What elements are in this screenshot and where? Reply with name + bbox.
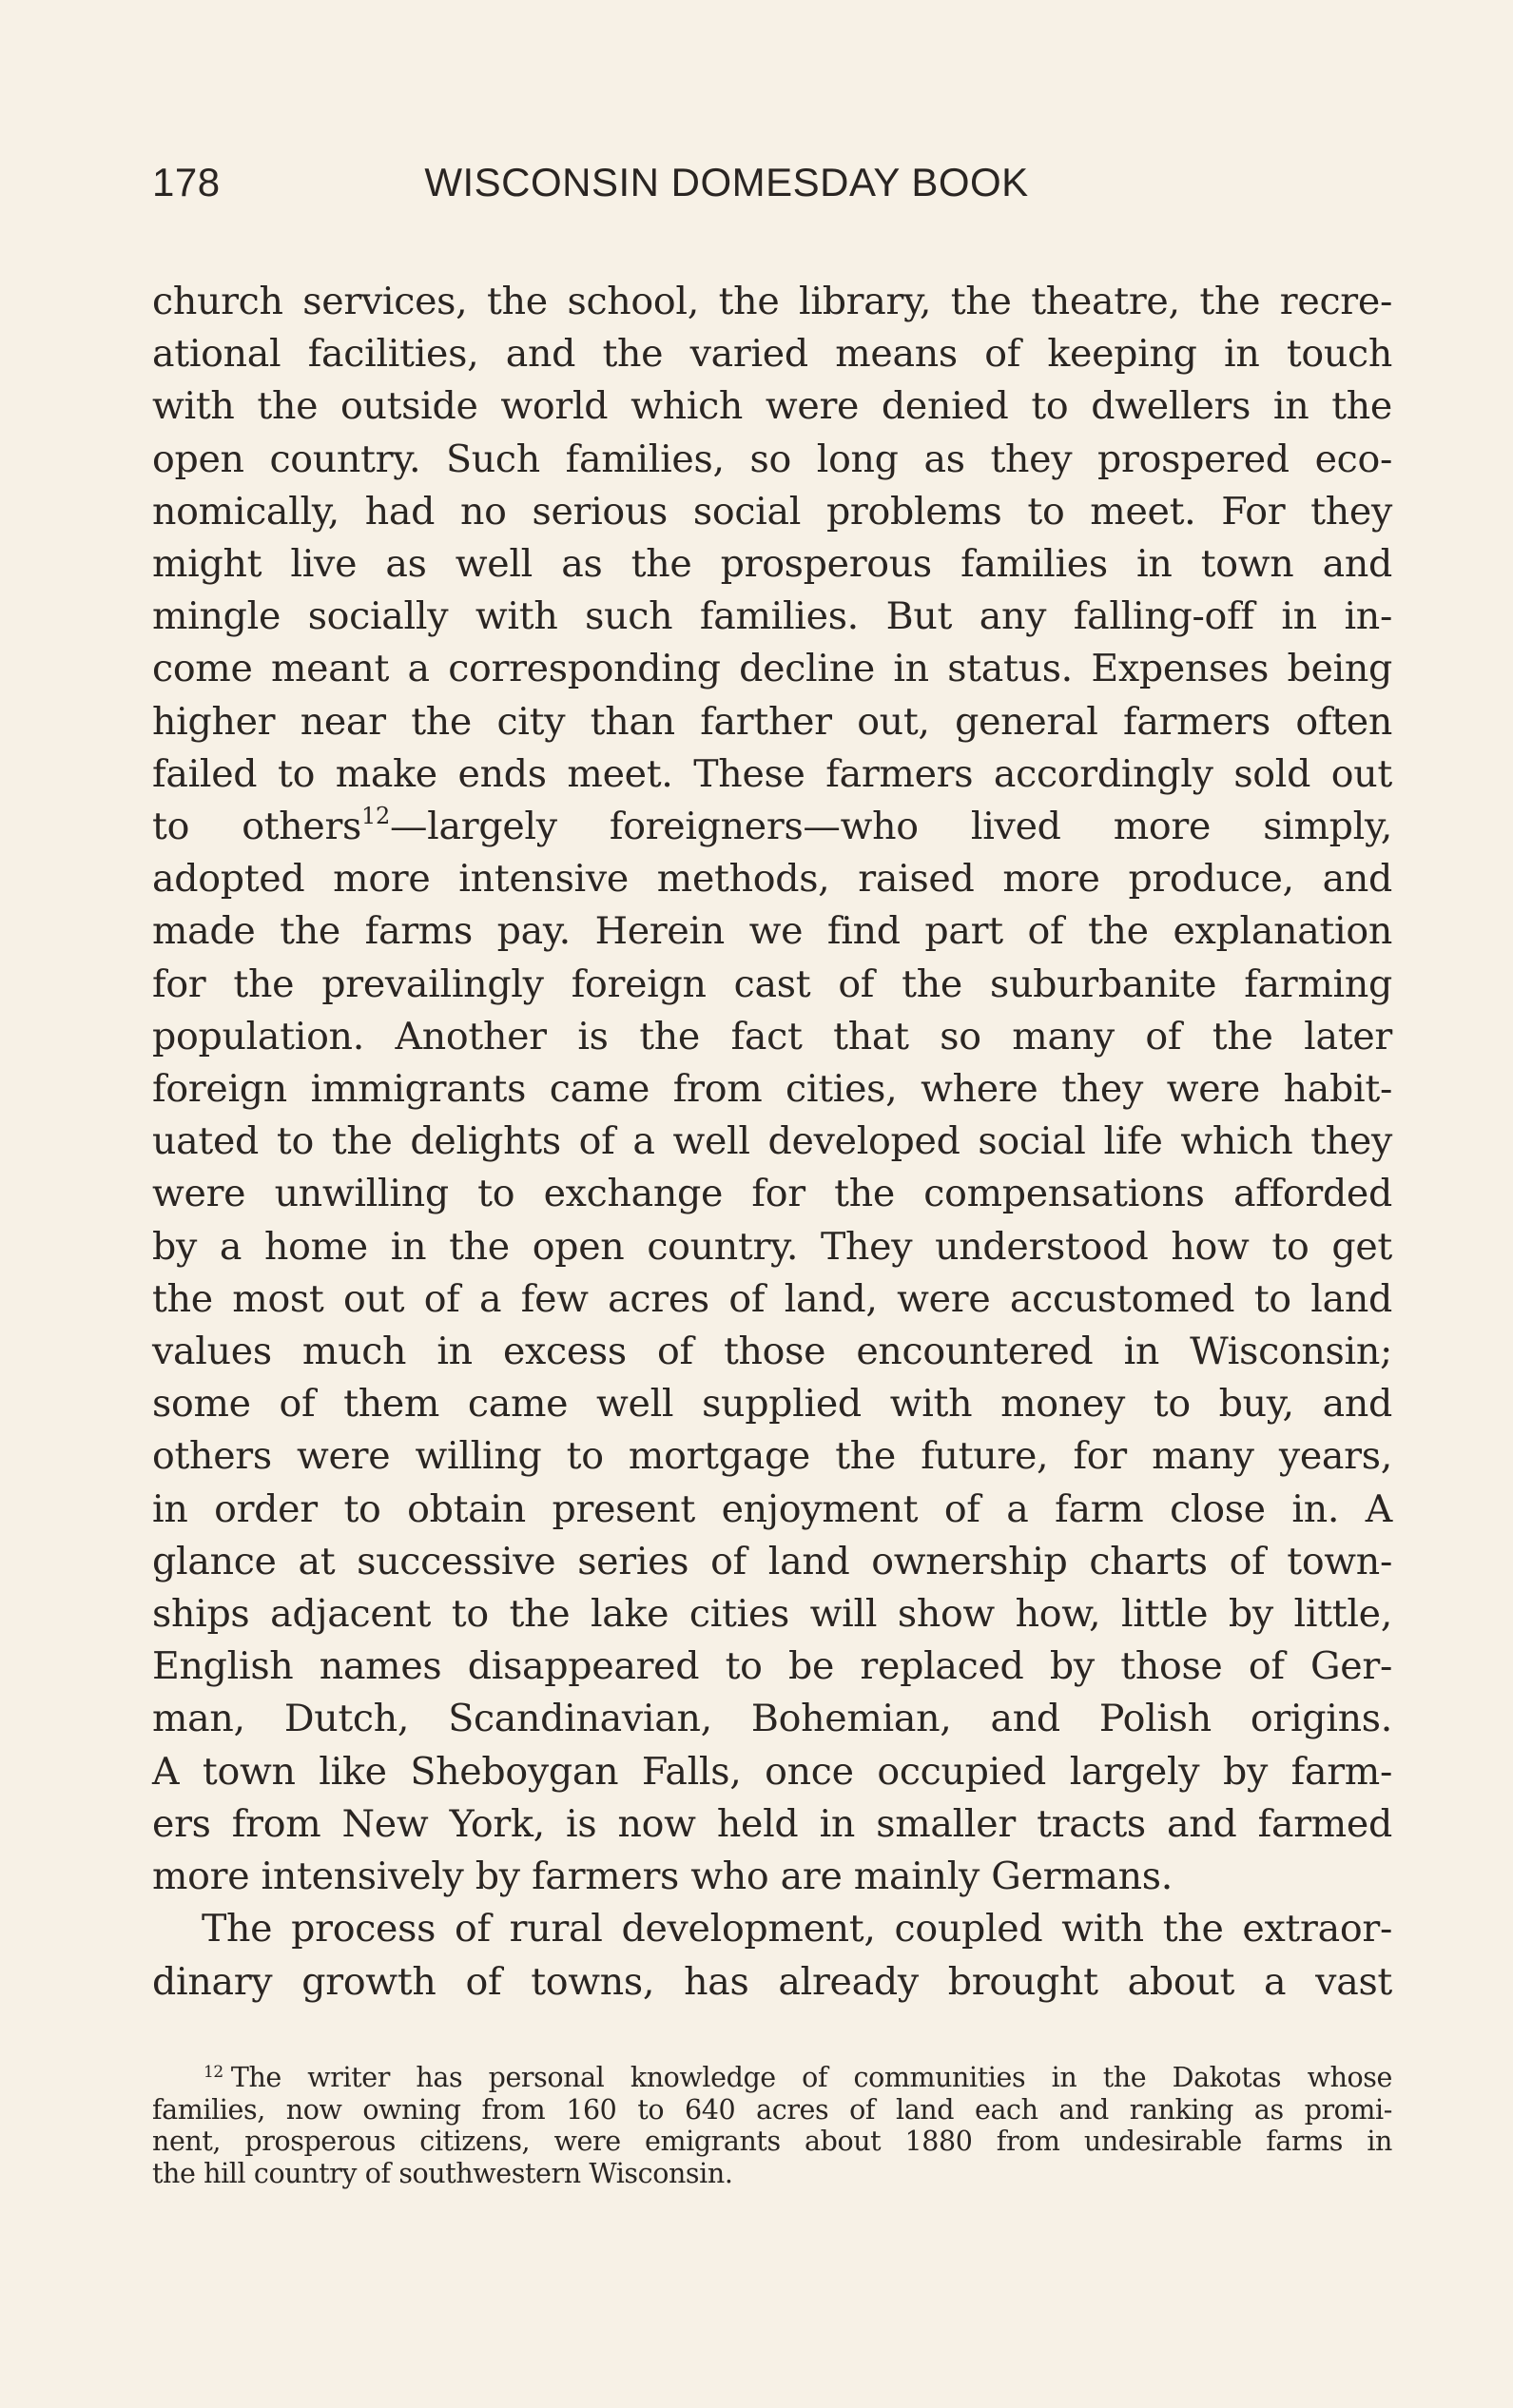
paragraph-first-line: The process of rural development, coupled with the extraor- (202, 1907, 1392, 1952)
text-line: higher near the city than farther out, general farmers often (152, 699, 1392, 744)
text-line: values much in excess of those encountered in Wisconsin; (152, 1330, 1392, 1374)
text-line: made the farms pay. Herein we find part of the explanation (152, 909, 1392, 954)
footnote-text: The writer has personal knowledge of communities in the Dakotas whose (230, 2062, 1392, 2093)
text-line: ships adjacent to the lake cities will show how, little by little, (152, 1592, 1392, 1637)
page-header (152, 160, 1282, 217)
footnote-line: families, now owning from 160 to 640 acres of land each and ranking as promi- (152, 2093, 1392, 2126)
text-line: the most out of a few acres of land, were accustomed to land (152, 1276, 1392, 1321)
footnote-line (152, 2062, 1392, 2094)
text-segment: to others (152, 805, 362, 849)
text-line: foreign immigrants came from cities, where they were habit- (152, 1067, 1392, 1112)
text-line: ers from New York, is now held in smaller tracts and farmed (152, 1801, 1392, 1846)
text-line: uated to the delights of a well developed social life which they (152, 1119, 1392, 1164)
text-line: failed to make ends meet. These farmers accordingly sold out (152, 751, 1392, 796)
text-line: come meant a corresponding decline in status. Expenses being (152, 647, 1392, 691)
footnote (152, 2062, 1392, 2189)
text-line: English names disappeared to be replaced by those of Ger- (152, 1644, 1392, 1689)
footnote-reference: 12 (361, 803, 390, 830)
text-line: were unwilling to exchange for the compensations afforded (152, 1172, 1392, 1216)
text-line: adopted more intensive methods, raised more produce, and (152, 857, 1392, 902)
text-line: open country. Such families, so long as they prospered eco- (152, 437, 1392, 481)
text-line: mingle socially with such families. But any falling-off in in- (152, 594, 1392, 639)
text-segment: —largely foreigners—who lived more simply, (389, 805, 1392, 849)
text-line: man, Dutch, Scandinavian, Bohemian, and Polish origins. (152, 1697, 1392, 1741)
text-line: dinary growth of towns, has already brought about a vast (152, 1959, 1392, 2004)
body-text (152, 276, 1392, 2009)
page-number: 178 (152, 160, 221, 204)
text-line: church services, the school, the library, the theatre, the recre- (152, 280, 1392, 323)
footnote-marker: 12 (204, 2063, 223, 2082)
text-line: some of them came well supplied with money to buy, and (152, 1382, 1392, 1427)
text-line: in order to obtain present enjoyment of a farm close in. A (152, 1486, 1392, 1531)
text-line: by a home in the open country. They understood how to get (152, 1224, 1392, 1269)
text-line: ational facilities, and the varied means of keeping in touch (152, 332, 1392, 377)
text-line: population. Another is the fact that so many of the later (152, 1014, 1392, 1058)
text-line: for the prevailingly foreign cast of the suburbanite farming (152, 961, 1392, 1006)
text-line: more intensively by farmers who are mainly Germans. (152, 1855, 1173, 1899)
footnote-line: nent, prosperous citizens, were emigrants about 1880 from undesirable farms in (152, 2126, 1392, 2157)
text-line: might live as well as the prosperous families in town and (152, 542, 1392, 587)
footnote-line: the hill country of southwestern Wisconsin. (152, 2157, 733, 2189)
running-head: WISCONSIN DOMESDAY BOOK (424, 160, 1029, 204)
text-line: nomically, had no serious social problems to meet. For they (152, 489, 1392, 534)
text-line: others were willing to mortgage the future, for many years, (152, 1434, 1392, 1479)
text-line: A town like Sheboygan Falls, once occupied largely by farm- (152, 1749, 1392, 1794)
text-line: glance at successive series of land ownership charts of town- (152, 1539, 1392, 1583)
text-line: with the outside world which were denied to dwellers in the (152, 384, 1392, 429)
text-line-with-footnote-ref (152, 801, 1392, 853)
